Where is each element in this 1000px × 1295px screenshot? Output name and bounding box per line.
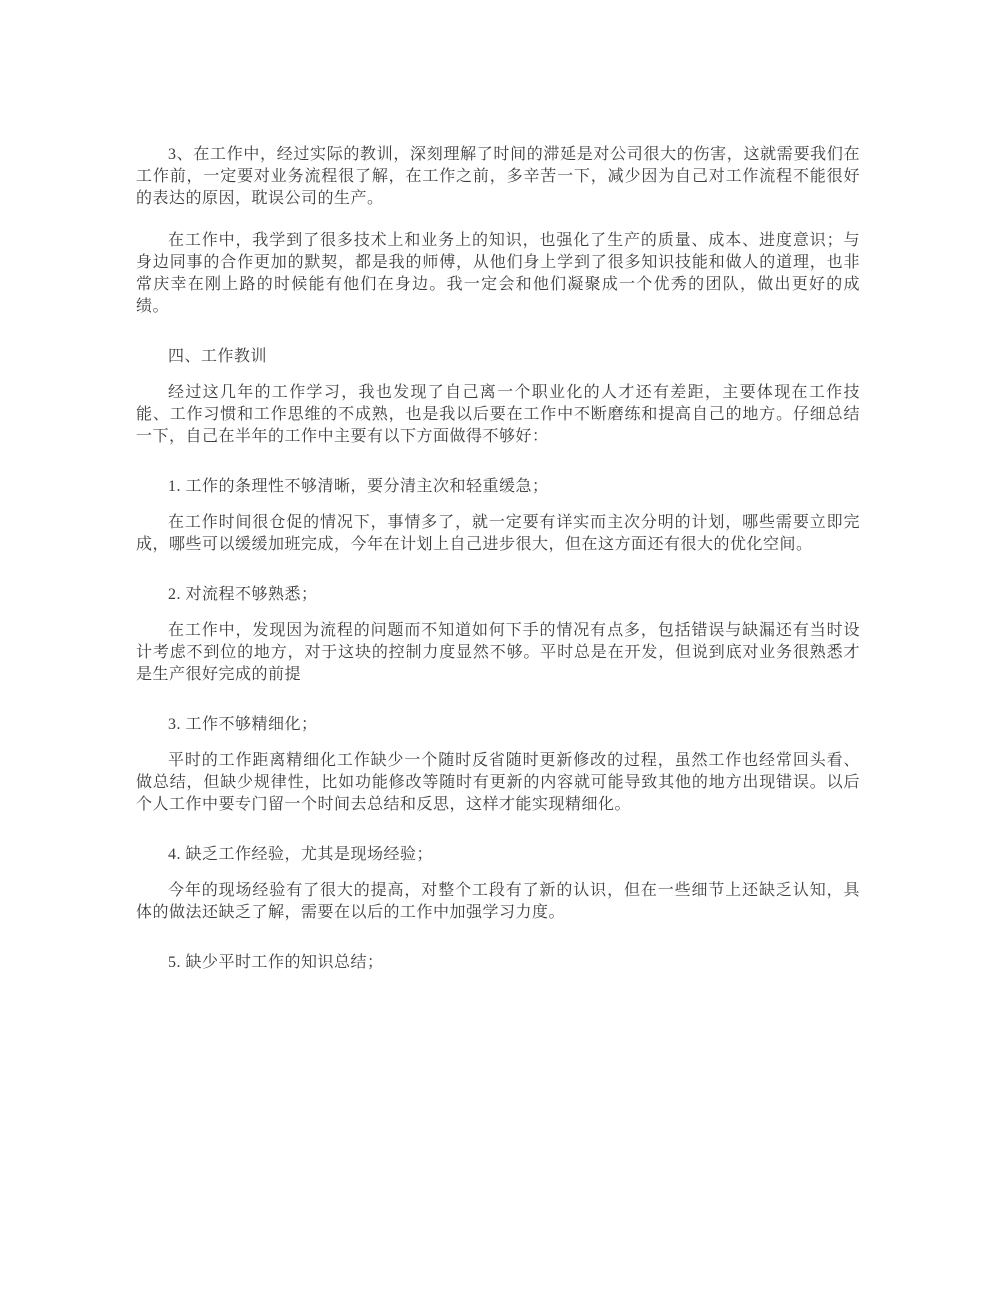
paragraph: 3、在工作中，经过实际的教训，深刻理解了时间的滞延是对公司很大的伤害，这就需要我们在工作前，一定要对业务流程很了解，在工作之前，多辛苦一下，减少因为自己对工作流程不能很好的表达的原因，耽误公司的生产。 bbox=[136, 146, 860, 207]
paragraph: 在工作中，发现因为流程的问题而不知道如何下手的情况有点多，包括错误与缺漏还有当时设计考虑不到位的地方，对于这块的控制力度显然不够。平时总是在开发，但说到底对业务很熟悉才是生产很好完成的前提 bbox=[136, 622, 860, 683]
paragraph: 平时的工作距离精细化工作缺少一个随时反省随时更新修改的过程，虽然工作也经常回头看、做总结，但缺少规律性，比如功能修改等随时有更新的内容就可能导致其他的地方出现错误。以后个人工作中要专门留一个时间去总结和反思，这样才能实现精细化。 bbox=[136, 752, 860, 813]
section-heading: 四、工作教训 bbox=[168, 348, 268, 365]
numbered-item: 3. 工作不够精细化； bbox=[168, 716, 318, 733]
numbered-item: 5. 缺少平时工作的知识总结； bbox=[168, 954, 384, 971]
numbered-item: 2. 对流程不够熟悉； bbox=[168, 586, 318, 603]
numbered-item: 1. 工作的条理性不够清晰，要分清主次和轻重缓急； bbox=[168, 478, 549, 495]
document-page bbox=[136, 0, 860, 974]
paragraph: 在工作中，我学到了很多技术上和业务上的知识，也强化了生产的质量、成本、进度意识；与身边同事的合作更加的默契，都是我的师傅，从他们身上学到了很多知识技能和做人的道理，也非常庆幸在刚上路的时候能有他们在身边。我一定会和他们凝聚成一个优秀的团队，做出更好的成绩。 bbox=[136, 232, 860, 315]
paragraph: 今年的现场经验有了很大的提高，对整个工段有了新的认识，但在一些细节上还缺乏认知，具体的做法还缺乏了解，需要在以后的工作中加强学习力度。 bbox=[136, 882, 860, 921]
numbered-item: 4. 缺乏工作经验，尤其是现场经验； bbox=[168, 846, 434, 863]
paragraph: 经过这几年的工作学习，我也发现了自己离一个职业化的人才还有差距，主要体现在工作技能、工作习惯和工作思维的不成熟，也是我以后要在工作中不断磨练和提高自己的地方。仔细总结一下，自己在半年的工作中主要有以下方面做得不够好： bbox=[136, 384, 860, 445]
paragraph: 在工作时间很仓促的情况下，事情多了，就一定要有详实而主次分明的计划，哪些需要立即完成，哪些可以缓缓加班完成，今年在计划上自己进步很大，但在这方面还有很大的优化空间。 bbox=[136, 514, 860, 553]
